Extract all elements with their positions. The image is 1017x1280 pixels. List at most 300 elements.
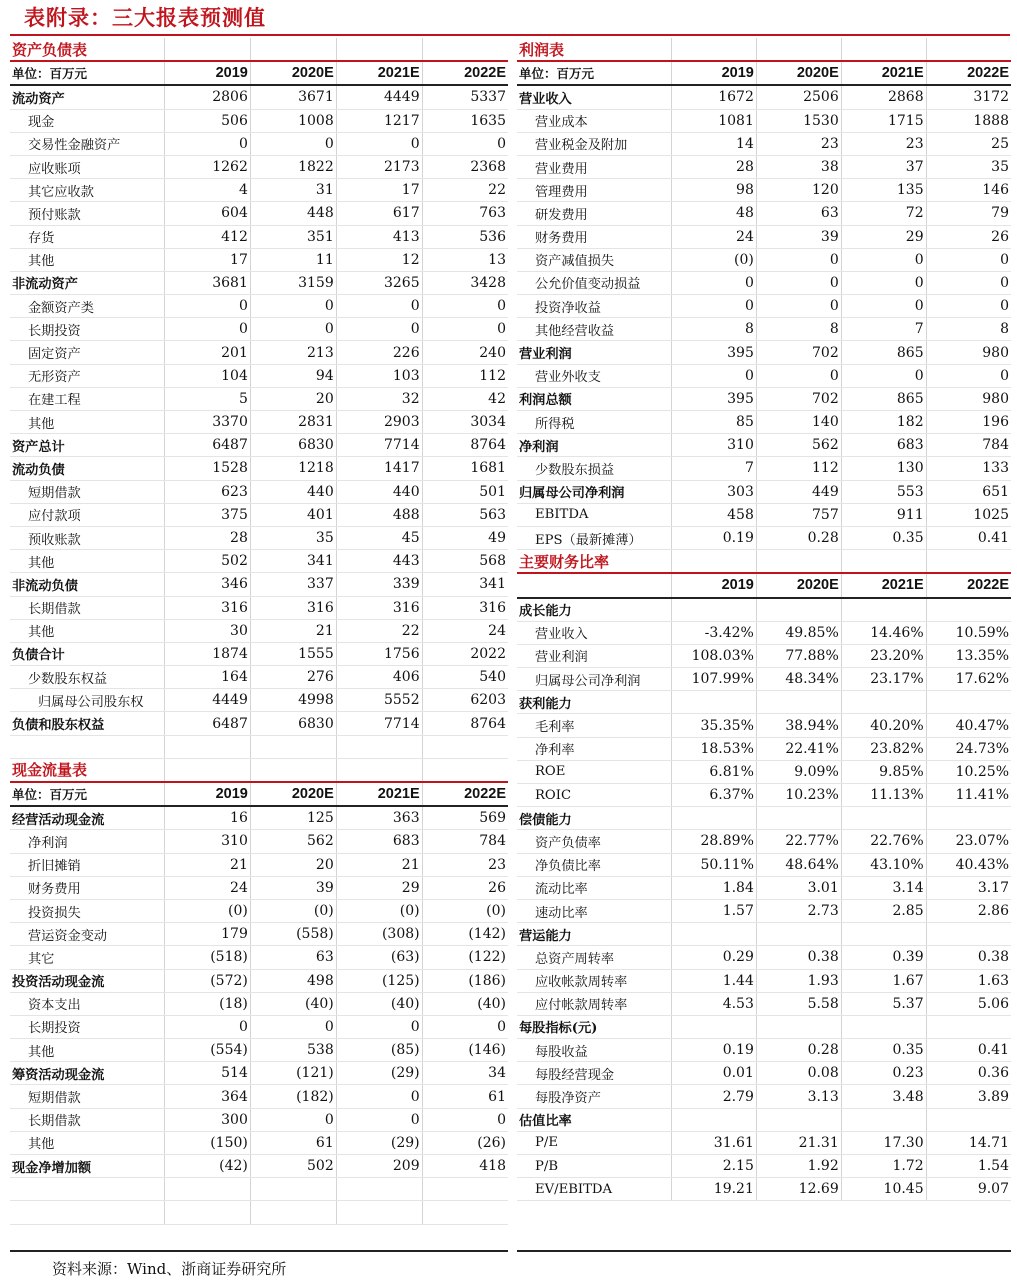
value-cell: 48.64%	[756, 853, 841, 876]
value-cell: 569	[422, 806, 508, 830]
row-label: 营业费用	[517, 155, 672, 178]
value-cell: 310	[165, 830, 251, 853]
table-row	[10, 573, 508, 596]
year-header: 2022E	[926, 573, 1011, 597]
value-cell: 125	[250, 806, 336, 830]
value-cell: 103	[336, 364, 422, 387]
value-cell: 506	[165, 109, 251, 132]
row-label: 财务费用	[10, 876, 165, 899]
value-cell: (572)	[165, 969, 251, 992]
table-row	[517, 784, 1011, 807]
value-cell: 2.79	[672, 1085, 757, 1108]
row-label: 流动资产	[10, 85, 165, 109]
year-header: 2022E	[422, 782, 508, 806]
value-cell: 45	[336, 526, 422, 549]
value-cell: 9.09%	[756, 760, 841, 783]
value-cell: 1874	[165, 642, 251, 665]
value-cell: 29	[841, 225, 926, 248]
value-cell: 133	[926, 457, 1011, 480]
value-cell: 7	[672, 457, 757, 480]
row-label: 应收帐款周转率	[517, 969, 672, 992]
row-label: 预收账款	[10, 526, 165, 549]
table-row	[10, 271, 508, 294]
column-header-row	[10, 782, 508, 806]
row-label: 其它应收款	[10, 179, 165, 202]
row-label: ROIC	[517, 784, 672, 807]
row-label: 营运能力	[517, 923, 672, 946]
value-cell: 61	[250, 1131, 336, 1154]
value-cell: 1.93	[756, 969, 841, 992]
balance-sheet-table	[10, 38, 508, 759]
value-cell: 2.85	[841, 899, 926, 922]
table-row	[10, 876, 508, 899]
value-cell: 18.53%	[672, 737, 757, 760]
row-label: 其他经营收益	[517, 318, 672, 341]
value-cell: 63	[756, 202, 841, 225]
table-row	[517, 457, 1011, 480]
value-cell: 28.89%	[672, 830, 757, 853]
row-label: 其他	[10, 1039, 165, 1062]
value-cell: 35	[926, 155, 1011, 178]
value-cell: 4998	[250, 689, 336, 712]
value-cell: 0	[250, 1015, 336, 1038]
value-cell: 104	[165, 364, 251, 387]
empty-cell	[165, 1178, 251, 1201]
row-label: 营业税金及附加	[517, 132, 672, 155]
table-row	[10, 712, 508, 735]
value-cell: 562	[756, 434, 841, 457]
value-cell: 23.07%	[926, 830, 1011, 853]
value-cell: 20	[250, 387, 336, 410]
value-cell	[756, 691, 841, 714]
value-cell: 61	[422, 1085, 508, 1108]
value-cell: 0	[336, 295, 422, 318]
value-cell: 31	[250, 179, 336, 202]
table-row	[10, 457, 508, 480]
value-cell: 120	[756, 179, 841, 202]
value-cell: 2903	[336, 411, 422, 434]
row-label: ROE	[517, 760, 672, 783]
value-cell: 2868	[841, 85, 926, 109]
value-cell: 1528	[165, 457, 251, 480]
table-row	[517, 668, 1011, 691]
value-cell: (40)	[422, 992, 508, 1015]
value-cell: 2022	[422, 642, 508, 665]
value-cell: 440	[336, 480, 422, 503]
value-cell: 29	[336, 876, 422, 899]
table-row	[517, 132, 1011, 155]
row-label: 其他	[10, 248, 165, 271]
value-cell	[841, 598, 926, 622]
section-spacer-cell	[336, 38, 422, 61]
value-cell: 443	[336, 550, 422, 573]
empty-cell	[250, 1178, 336, 1201]
year-header: 2020E	[756, 61, 841, 85]
table-row	[10, 387, 508, 410]
value-cell: 4449	[165, 689, 251, 712]
value-cell: 4449	[336, 85, 422, 109]
value-cell: 0.19	[672, 526, 757, 549]
section-header-row	[10, 759, 508, 782]
row-label: 应付帐款周转率	[517, 992, 672, 1015]
value-cell: 201	[165, 341, 251, 364]
value-cell: 79	[926, 202, 1011, 225]
value-cell: 6830	[250, 434, 336, 457]
row-label: 毛利率	[517, 714, 672, 737]
value-cell: 25	[926, 132, 1011, 155]
value-cell: 107.99%	[672, 668, 757, 691]
row-label: 长期借款	[10, 1108, 165, 1131]
empty-cell	[336, 1178, 422, 1201]
value-cell: 0	[841, 271, 926, 294]
value-cell: 9.85%	[841, 760, 926, 783]
value-cell: 1681	[422, 457, 508, 480]
row-label: 应付款项	[10, 503, 165, 526]
value-cell: 10.25%	[926, 760, 1011, 783]
table-row	[517, 85, 1011, 109]
empty-cell	[422, 735, 508, 758]
value-cell: 1555	[250, 642, 336, 665]
row-label: 归属母公司净利润	[517, 668, 672, 691]
value-cell: 2173	[336, 155, 422, 178]
value-cell: 13	[422, 248, 508, 271]
value-cell: 8764	[422, 434, 508, 457]
table-row	[10, 1062, 508, 1085]
table-row	[10, 1015, 508, 1038]
value-cell: 6.37%	[672, 784, 757, 807]
value-cell: 4.53	[672, 992, 757, 1015]
value-cell: (18)	[165, 992, 251, 1015]
value-cell: 4	[165, 179, 251, 202]
value-cell: 0	[756, 364, 841, 387]
value-cell: 865	[841, 341, 926, 364]
value-cell: 3.13	[756, 1085, 841, 1108]
value-cell: (121)	[250, 1062, 336, 1085]
value-cell: 413	[336, 225, 422, 248]
value-cell: 702	[756, 387, 841, 410]
value-cell: 1530	[756, 109, 841, 132]
empty-row	[10, 735, 508, 758]
value-cell	[926, 1108, 1011, 1131]
row-label: 成长能力	[517, 598, 672, 622]
value-cell: 3428	[422, 271, 508, 294]
row-label: 交易性金融资产	[10, 132, 165, 155]
value-cell: 38	[756, 155, 841, 178]
table-row	[10, 179, 508, 202]
value-cell: 449	[756, 480, 841, 503]
value-cell: 94	[250, 364, 336, 387]
value-cell: 1.67	[841, 969, 926, 992]
value-cell: 1025	[926, 503, 1011, 526]
value-cell: 10.59%	[926, 621, 1011, 644]
table-row	[10, 295, 508, 318]
value-cell: 3.48	[841, 1085, 926, 1108]
title-divider	[10, 34, 1010, 36]
value-cell: 0.28	[756, 526, 841, 549]
value-cell: 0	[756, 295, 841, 318]
empty-cell	[250, 1201, 336, 1224]
section-title: 主要财务比率	[517, 550, 672, 573]
value-cell: 0.38	[756, 946, 841, 969]
value-cell: 209	[336, 1155, 422, 1178]
table-row	[517, 923, 1011, 946]
value-cell: 0	[422, 1015, 508, 1038]
table-row	[10, 619, 508, 642]
table-row	[517, 1085, 1011, 1108]
table-row	[10, 689, 508, 712]
value-cell: 1888	[926, 109, 1011, 132]
table-row	[10, 526, 508, 549]
value-cell: (146)	[422, 1039, 508, 1062]
value-cell: 23.20%	[841, 644, 926, 667]
year-header: 2022E	[926, 61, 1011, 85]
value-cell: 5337	[422, 85, 508, 109]
value-cell: 40.47%	[926, 714, 1011, 737]
value-cell: 2806	[165, 85, 251, 109]
row-label: 管理费用	[517, 179, 672, 202]
row-label: 所得税	[517, 411, 672, 434]
value-cell: 26	[422, 876, 508, 899]
table-row	[517, 598, 1011, 622]
row-label: 获利能力	[517, 691, 672, 714]
value-cell: 226	[336, 341, 422, 364]
row-label: 固定资产	[10, 341, 165, 364]
row-label: 其他	[10, 550, 165, 573]
value-cell	[672, 598, 757, 622]
value-cell: 310	[672, 434, 757, 457]
value-cell: (182)	[250, 1085, 336, 1108]
value-cell: 35.35%	[672, 714, 757, 737]
value-cell	[926, 807, 1011, 830]
section-header-row	[10, 38, 508, 61]
value-cell: 112	[422, 364, 508, 387]
value-cell: 23.17%	[841, 668, 926, 691]
table-row	[10, 109, 508, 132]
section-spacer-cell	[672, 38, 757, 61]
value-cell: 2831	[250, 411, 336, 434]
value-cell: 23	[756, 132, 841, 155]
value-cell: 6487	[165, 712, 251, 735]
value-cell	[926, 691, 1011, 714]
row-label: 预付账款	[10, 202, 165, 225]
year-header: 2021E	[336, 61, 422, 85]
value-cell: 7714	[336, 434, 422, 457]
table-row	[517, 480, 1011, 503]
section-header-row	[517, 550, 1011, 573]
value-cell: (40)	[250, 992, 336, 1015]
table-row	[10, 132, 508, 155]
value-cell: 213	[250, 341, 336, 364]
value-cell: 0	[165, 1015, 251, 1038]
value-cell: 40.43%	[926, 853, 1011, 876]
value-cell: 1.72	[841, 1155, 926, 1178]
row-label: EPS（最新摊薄）	[517, 526, 672, 549]
table-row	[517, 271, 1011, 294]
row-label: 净利率	[517, 737, 672, 760]
row-label: 现金净增加额	[10, 1155, 165, 1178]
value-cell	[672, 691, 757, 714]
value-cell: 85	[672, 411, 757, 434]
value-cell: 502	[250, 1155, 336, 1178]
page-title: 表附录：三大报表预测值	[24, 6, 266, 30]
section-title: 资产负债表	[10, 38, 165, 61]
table-row	[517, 202, 1011, 225]
value-cell: 458	[672, 503, 757, 526]
value-cell: 182	[841, 411, 926, 434]
table-row	[10, 1155, 508, 1178]
value-cell: 39	[250, 876, 336, 899]
table-row	[10, 1039, 508, 1062]
year-header: 2019	[165, 782, 251, 806]
row-label: P/E	[517, 1131, 672, 1154]
value-cell	[756, 1108, 841, 1131]
value-cell: 303	[672, 480, 757, 503]
value-cell: 3.17	[926, 876, 1011, 899]
section-spacer-cell	[422, 759, 508, 782]
value-cell: 0.39	[841, 946, 926, 969]
value-cell: 196	[926, 411, 1011, 434]
empty-cell	[422, 1201, 508, 1224]
empty-cell	[336, 1201, 422, 1224]
value-cell: 21	[165, 853, 251, 876]
section-spacer-cell	[841, 550, 926, 573]
row-label: 净利润	[517, 434, 672, 457]
table-row	[10, 899, 508, 922]
value-cell: 77.88%	[756, 644, 841, 667]
value-cell: 502	[165, 550, 251, 573]
value-cell: 39	[756, 225, 841, 248]
table-row	[517, 179, 1011, 202]
value-cell: 179	[165, 923, 251, 946]
value-cell: 20	[250, 853, 336, 876]
table-row	[10, 155, 508, 178]
value-cell: 3681	[165, 271, 251, 294]
row-label: EBITDA	[517, 503, 672, 526]
year-header: 2020E	[250, 782, 336, 806]
value-cell: 13.35%	[926, 644, 1011, 667]
row-label: 流动负债	[10, 457, 165, 480]
row-label: 短期借款	[10, 480, 165, 503]
column-header-row	[517, 573, 1011, 597]
value-cell: 0	[926, 295, 1011, 318]
row-label: 营业收入	[517, 85, 672, 109]
value-cell: 911	[841, 503, 926, 526]
value-cell: 784	[926, 434, 1011, 457]
table-row	[517, 1062, 1011, 1085]
row-label: 研发费用	[517, 202, 672, 225]
value-cell: 980	[926, 387, 1011, 410]
value-cell: 339	[336, 573, 422, 596]
value-cell: 316	[250, 596, 336, 619]
section-spacer-cell	[756, 38, 841, 61]
row-label: 每股收益	[517, 1039, 672, 1062]
value-cell: 0	[422, 318, 508, 341]
row-label: 总资产周转率	[517, 946, 672, 969]
row-label: EV/EBITDA	[517, 1178, 672, 1201]
value-cell: 0	[250, 318, 336, 341]
table-row	[10, 225, 508, 248]
value-cell: 23	[841, 132, 926, 155]
section-spacer-cell	[165, 759, 251, 782]
section-spacer-cell	[672, 550, 757, 573]
value-cell: 2.73	[756, 899, 841, 922]
section-spacer-cell	[165, 38, 251, 61]
left-column	[10, 38, 508, 1225]
value-cell: 108.03%	[672, 644, 757, 667]
table-row	[10, 806, 508, 830]
value-cell: 3159	[250, 271, 336, 294]
value-cell: 2506	[756, 85, 841, 109]
column-header-row	[10, 61, 508, 85]
value-cell: 0.41	[926, 1039, 1011, 1062]
value-cell: 757	[756, 503, 841, 526]
row-label: 每股净资产	[517, 1085, 672, 1108]
value-cell: 2.15	[672, 1155, 757, 1178]
value-cell: 0	[672, 295, 757, 318]
value-cell	[926, 923, 1011, 946]
value-cell: (122)	[422, 946, 508, 969]
value-cell: 24.73%	[926, 737, 1011, 760]
value-cell: 488	[336, 503, 422, 526]
row-label: 营业外收支	[517, 364, 672, 387]
table-row	[10, 1108, 508, 1131]
value-cell: 363	[336, 806, 422, 830]
value-cell: 562	[250, 830, 336, 853]
value-cell: 40.20%	[841, 714, 926, 737]
row-label: 净负债比率	[517, 853, 672, 876]
value-cell: 702	[756, 341, 841, 364]
section-spacer-cell	[250, 38, 336, 61]
year-header: 2021E	[841, 61, 926, 85]
value-cell: 623	[165, 480, 251, 503]
cashflow-table	[10, 759, 508, 1225]
value-cell: 49.85%	[756, 621, 841, 644]
table-row	[517, 295, 1011, 318]
value-cell	[756, 807, 841, 830]
value-cell: 0.35	[841, 1039, 926, 1062]
value-cell: 24	[672, 225, 757, 248]
value-cell: 31.61	[672, 1131, 757, 1154]
value-cell: 0	[165, 318, 251, 341]
row-label: 长期投资	[10, 1015, 165, 1038]
year-header: 2020E	[756, 573, 841, 597]
section-spacer-cell	[841, 38, 926, 61]
value-cell: 3034	[422, 411, 508, 434]
value-cell: 0	[422, 295, 508, 318]
value-cell: (150)	[165, 1131, 251, 1154]
value-cell: 112	[756, 457, 841, 480]
value-cell	[926, 1015, 1011, 1038]
value-cell	[841, 691, 926, 714]
row-label: 少数股东损益	[517, 457, 672, 480]
value-cell: 364	[165, 1085, 251, 1108]
table-row	[517, 899, 1011, 922]
year-header: 2021E	[336, 782, 422, 806]
table-row	[10, 318, 508, 341]
value-cell: 22.76%	[841, 830, 926, 853]
table-row	[517, 691, 1011, 714]
table-row	[517, 1131, 1011, 1154]
value-cell: 8	[756, 318, 841, 341]
value-cell: 553	[841, 480, 926, 503]
value-cell	[756, 923, 841, 946]
value-cell: 784	[422, 830, 508, 853]
table-row	[517, 1108, 1011, 1131]
table-row	[517, 737, 1011, 760]
value-cell: (0)	[422, 899, 508, 922]
value-cell: 8	[672, 318, 757, 341]
row-label: 投资损失	[10, 899, 165, 922]
